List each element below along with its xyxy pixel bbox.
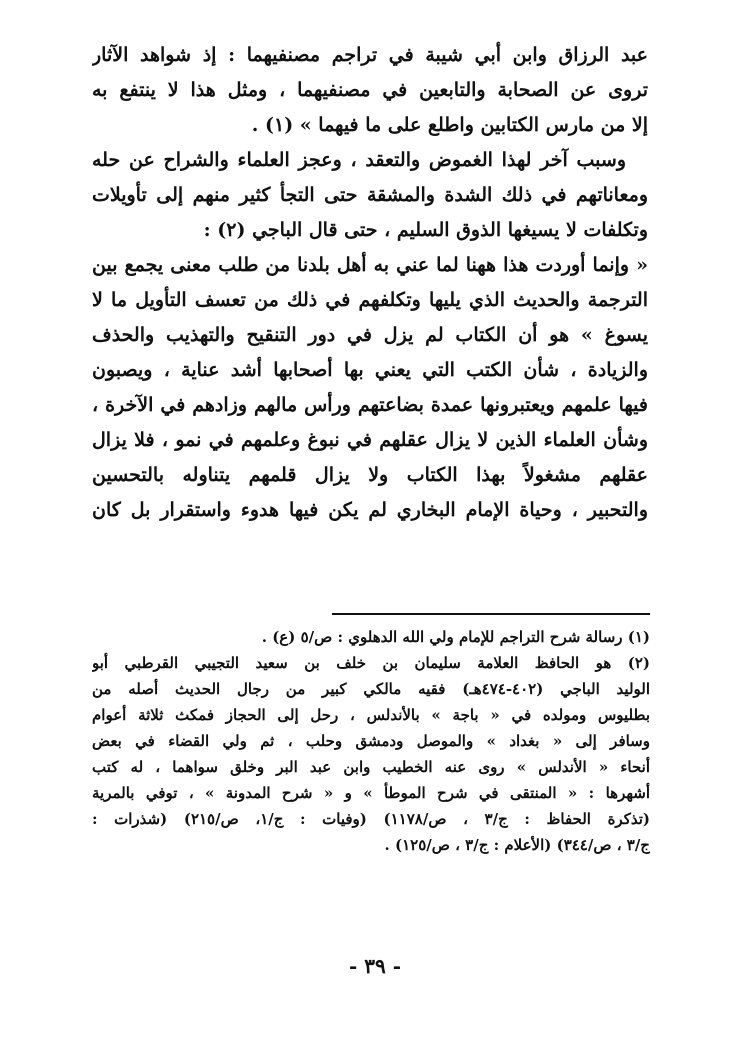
text-line: الترجمة والحديث الذي يليها وتكلفهم في ذلك من تعسف التأويل ما لا [92,289,648,311]
footnote-line: وسافر إلى « بغداد » والموصل ودمشق وحلب ، ثم ولي القضاء في بعض [92,732,650,750]
text-line: فيها علمهم ويعتبرونها عمدة بضاعتهم ورأس مالهم وزادهم في الآخرة ، [92,394,648,416]
text-line: إلا من مارس الكتابين واطلع على ما فيهما » (١) . [251,114,648,136]
footnote-line: أشهرها : « المنتقى في شرح الموطأ » و « شرح المدونة » ، توفي بالمرية [92,784,650,802]
footnotes-block [92,624,650,858]
text-line: « وإنما أوردت هذا ههنا لما عني به أهل بلدنا من طلب معنى يجمع بين [92,254,648,276]
footnote-line: بطليوس ومولده في « باجة » بالأندلس ، رحل إلى الحجاز فمكث ثلاثة أعوام [92,706,650,724]
footnote-divider [332,613,650,615]
text-line: يسوغ » هو أن الكتاب لم يزل في دور التنقيح والتهذيب والحذف [92,324,648,346]
footnote-line: (٢) هو الحافظ العلامة سليمان بن خلف بن سعيد التجيبي القرطبي أبو [92,654,650,672]
text-line: عبد الرزاق وابن أبي شيبة في تراجم مصنفيهما : إذ شواهد الآثار [92,44,648,66]
footnote-line: ج/٣ ، ص/٣٤٤) (الأعلام : ج/٣ ، ص/١٢٥) . [384,836,650,854]
footnote-line: أنحاء « الأندلس » روى عنه الخطيب وابن عبد البر وخلق سواهما ، له كتب [92,758,650,776]
footnote-line: الوليد الباجي (٤٠٢-٤٧٤هـ) فقيه مالكي كبير من رجال الحديث أصله من [92,680,650,698]
text-line: والزيادة ، شأن الكتب التي يعني بها أصحابها أشد عناية ، ويصبون [92,359,648,381]
main-text-block [92,38,648,528]
text-line: تروى عن الصحابة والتابعين في مصنفيهما ، ومثل هذا لا ينتفع به [92,79,648,101]
page-number: - ٣٩ - [348,954,401,978]
footnote-line: (١) رسالة شرح التراجم للإمام ولي الله الدهلوي : ص/٥ (ع) . [261,628,650,646]
text-line: وتكلفات لا يسيغها الذوق السليم ، حتى قال الباجي (٢) : [203,219,648,241]
text-line: وشأن العلماء الذين لا يزال عقلهم في نبوغ وعلمهم في نمو ، فلا يزال [92,429,648,451]
footnote-line: (تذكرة الحفاظ : ج/٣ ، ص/١١٧٨) (وفيات : ج/١، ص/٢١٥) (شذرات : [92,810,650,828]
text-line: عقلهم مشغولاً بهذا الكتاب ولا يزال قلمهم يتناوله بالتحسين [92,464,648,486]
text-line: وسبب آخر لهذا الغموض والتعقد ، وعجز العلماء والشراح عن حله [92,149,626,171]
text-line: والتحبير ، وحياة الإمام البخاري لم يكن فيها هدوء واستقرار بل كان [92,499,648,521]
text-line: ومعاناتهم في ذلك الشدة والمشقة حتى التجأ كثير منهم إلى تأويلات [92,184,648,206]
